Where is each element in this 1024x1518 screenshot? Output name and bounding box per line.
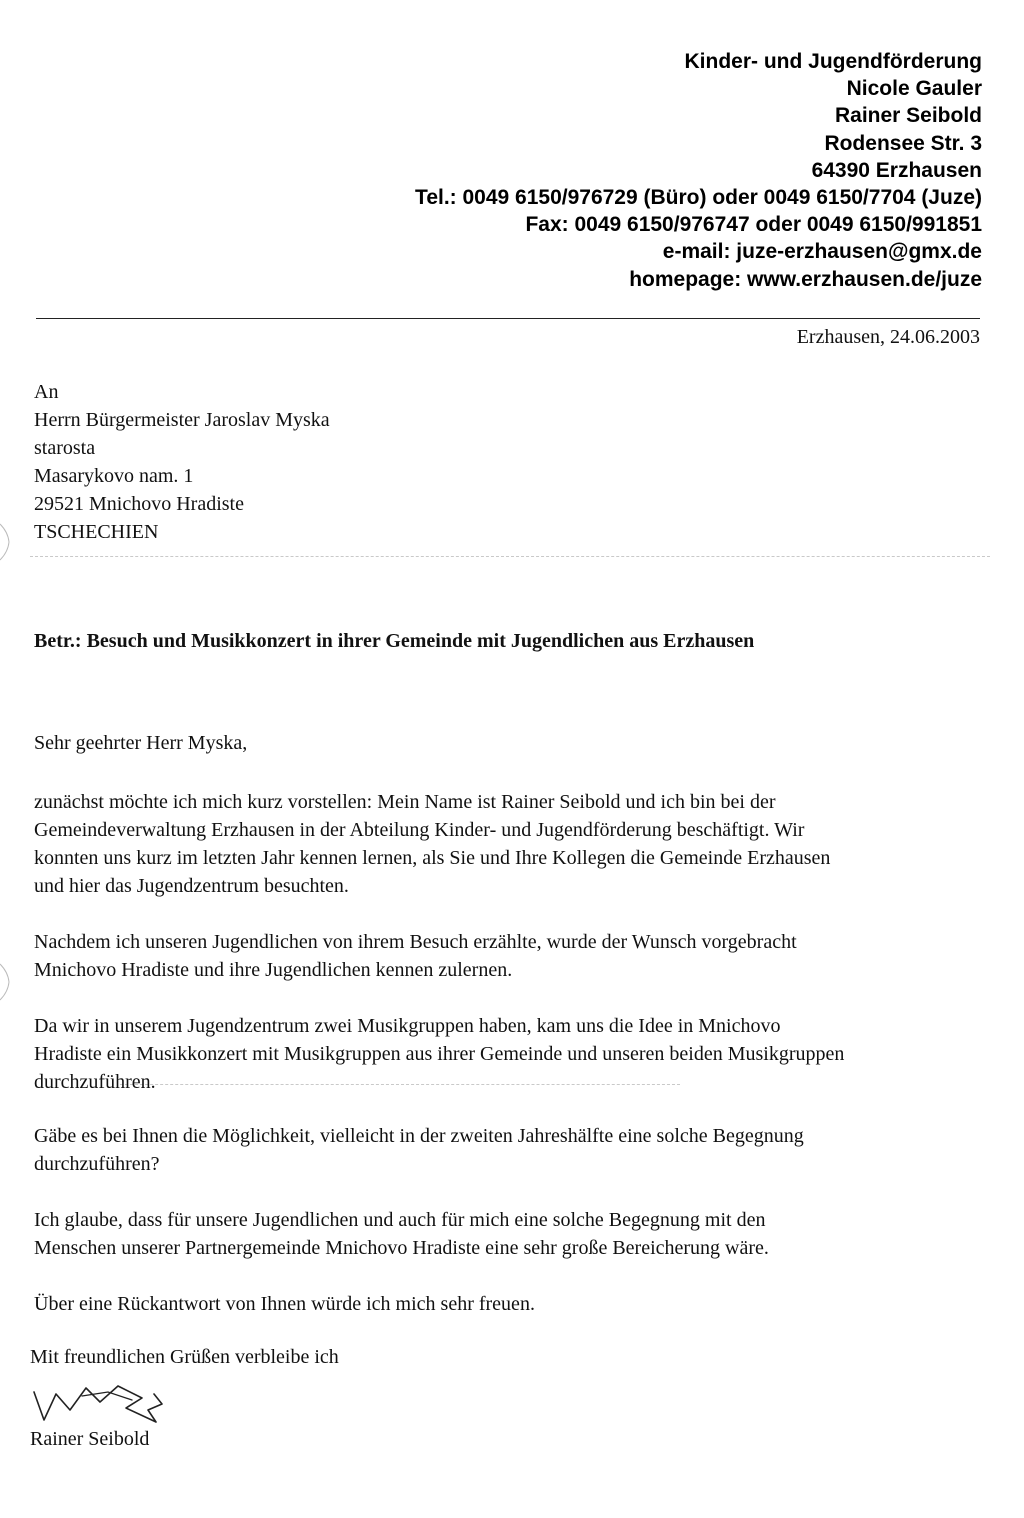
- paragraph-line: Gemeindeverwaltung Erzhausen in der Abteilung Kinder- und Jugendförderung beschäftigt. Wir: [34, 819, 805, 841]
- body-paragraph: [34, 788, 830, 900]
- subject-line: Betr.: Besuch und Musikkonzert in ihrer Gemeinde mit Jugendlichen aus Erzhausen: [34, 630, 755, 652]
- paragraph-line: Gäbe es bei Ihnen die Möglichkeit, vielleicht in der zweiten Jahreshälfte eine solche Begegnung: [34, 1125, 804, 1147]
- salutation: Sehr geehrter Herr Myska,: [34, 732, 248, 754]
- paragraph-line: Mnichovo Hradiste und ihre Jugendlichen kennen zulernen.: [34, 959, 513, 981]
- paragraph-line: Ich glaube, dass für unsere Jugendlichen und auch für mich eine solche Begegnung mit den: [34, 1209, 766, 1231]
- letterhead: [415, 48, 982, 293]
- date-line: Erzhausen, 24.06.2003: [796, 326, 980, 348]
- paragraph-line: konnten uns kurz im letzten Jahr kennen lernen, als Sie und Ihre Kollegen die Gemeinde Erzhausen: [34, 847, 831, 869]
- letterhead-street: Rodensee Str. 3: [824, 131, 982, 155]
- paragraph-line: Menschen unserer Partnergemeinde Mnichovo Hradiste eine sehr große Bereicherung wäre.: [34, 1237, 769, 1259]
- paragraph-line: Da wir in unserem Jugendzentrum zwei Musikgruppen haben, kam uns die Idee in Mnichovo: [34, 1015, 781, 1037]
- body-paragraph: [34, 1012, 844, 1096]
- fold-line: [30, 556, 990, 557]
- closing-line: Mit freundlichen Grüßen verbleibe ich: [30, 1346, 339, 1368]
- handwritten-signature: [30, 1380, 170, 1430]
- signer-name: Rainer Seibold: [30, 1428, 150, 1450]
- edge-mark: [0, 522, 10, 562]
- recipient-line: Herrn Bürgermeister Jaroslav Myska: [34, 409, 330, 431]
- letterhead-homepage: homepage: www.erzhausen.de/juze: [629, 267, 982, 291]
- letterhead-city: 64390 Erzhausen: [811, 158, 982, 182]
- paragraph-line: und hier das Jugendzentrum besuchten.: [34, 875, 349, 897]
- letterhead-fax: Fax: 0049 6150/976747 oder 0049 6150/991851: [525, 213, 982, 237]
- body-paragraph: [34, 1206, 769, 1262]
- recipient-line: starosta: [34, 437, 96, 459]
- recipient-line: Masarykovo nam. 1: [34, 465, 194, 487]
- body-paragraph: [34, 928, 797, 984]
- recipient-line: An: [34, 381, 59, 403]
- letterhead-name-2: Rainer Seibold: [834, 104, 982, 128]
- paragraph-line: Hradiste ein Musikkonzert mit Musikgruppen aus ihrer Gemeinde und unseren beiden Musikgruppen: [34, 1043, 845, 1065]
- body-paragraph: [34, 1290, 535, 1318]
- paragraph-line: Nachdem ich unseren Jugendlichen von ihrem Besuch erzählte, wurde der Wunsch vorgebracht: [34, 931, 797, 953]
- recipient-address: [34, 378, 330, 546]
- paragraph-line: durchzuführen.: [34, 1071, 156, 1093]
- header-divider: [36, 318, 980, 319]
- letterhead-email: e-mail: juze-erzhausen@gmx.de: [662, 240, 982, 264]
- letterhead-tel: Tel.: 0049 6150/976729 (Büro) oder 0049 6150/7704 (Juze): [415, 186, 982, 210]
- letterhead-name-1: Nicole Gauler: [846, 77, 982, 101]
- letterhead-org: Kinder- und Jugendförderung: [684, 50, 982, 73]
- paragraph-line: durchzuführen?: [34, 1153, 160, 1175]
- body-paragraph: [34, 1122, 804, 1178]
- paragraph-line: zunächst möchte ich mich kurz vorstellen: Mein Name ist Rainer Seibold und ich bin bei der: [34, 791, 776, 813]
- paragraph-line: Über eine Rückantwort von Ihnen würde ich mich sehr freuen.: [34, 1293, 535, 1315]
- edge-mark: [0, 962, 10, 1002]
- recipient-line: TSCHECHIEN: [34, 521, 159, 543]
- recipient-line: 29521 Mnichovo Hradiste: [34, 493, 244, 515]
